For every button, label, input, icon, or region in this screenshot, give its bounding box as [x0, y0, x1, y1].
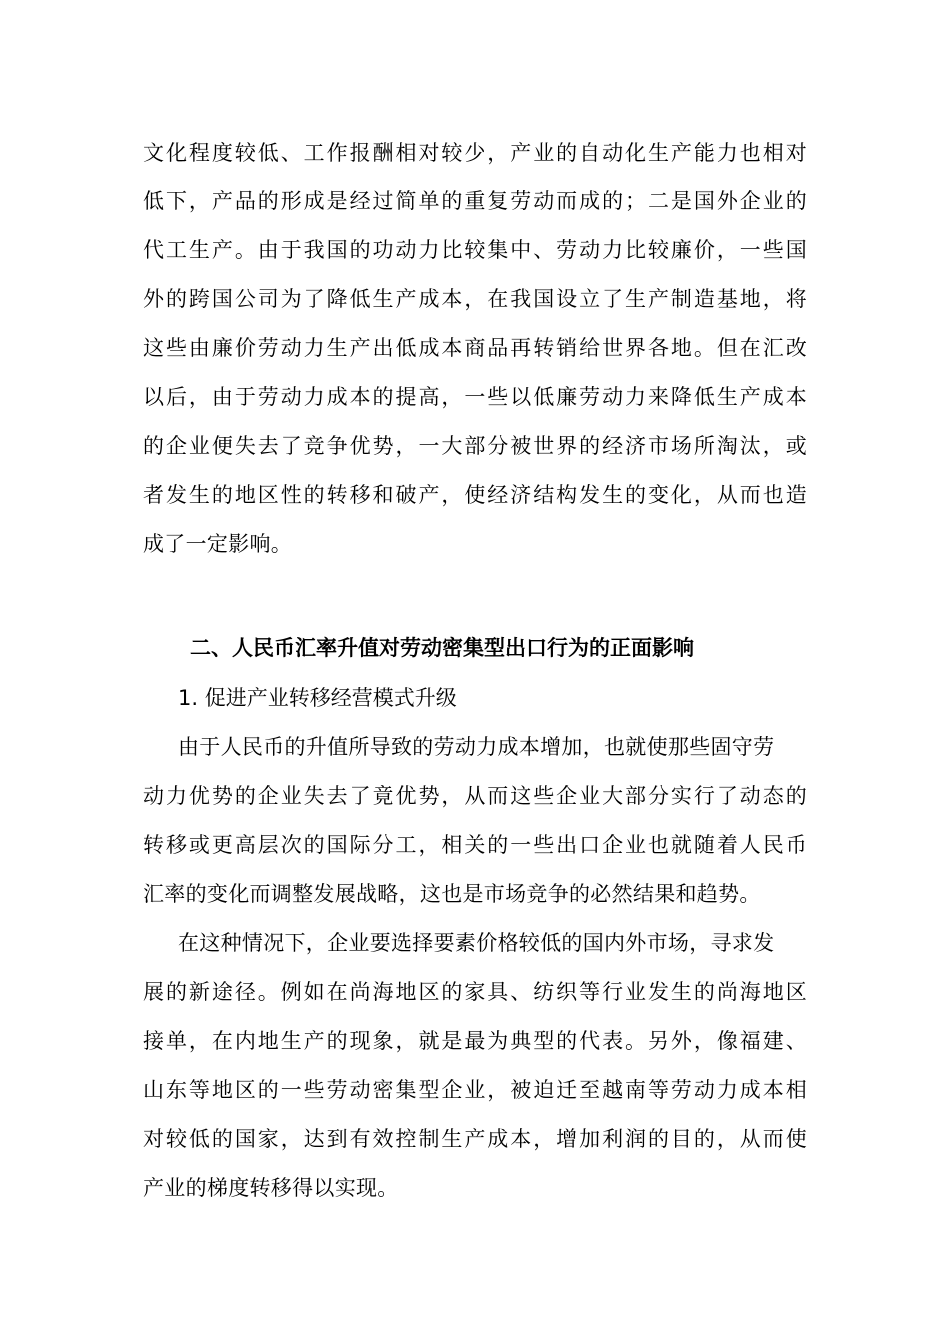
paragraph-3-line-1: 在这种情况下，企业要选择要素价格较低的国内外市场，寻求发: [178, 931, 775, 955]
paragraph-1-line-6: 以后，由于劳动力成本的提高，一些以低廉劳动力来降低生产成本: [143, 385, 807, 409]
paragraph-3-line-3: 接单，在内地生产的现象，就是最为典型的代表。另外，像福建、: [143, 1029, 807, 1053]
paragraph-2-line-4: 汇率的变化而调整发展战略，这也是市场竞争的必然结果和趋势。: [143, 882, 761, 906]
paragraph-3-line-4: 山东等地区的一些劳动密集型企业，被迫迁至越南等劳动力成本相: [143, 1078, 807, 1102]
paragraph-2-line-2: 动力优势的企业失去了竟优势，从而这些企业大部分实行了动态的: [143, 784, 807, 808]
paragraph-1-line-9: 成了一定影响。: [143, 532, 293, 556]
paragraph-1-line-7: 的企业便失去了竞争优势，一大部分被世界的经济市场所淘汰，或: [143, 434, 807, 458]
paragraph-1-line-3: 代工生产。由于我国的功动力比较集中、劳动力比较廉价，一些国: [143, 238, 807, 262]
paragraph-2-line-3: 转移或更高层次的国际分工，相关的一些出口企业也就随着人民币: [143, 833, 807, 857]
subsection-heading: 1. 促进产业转移经营模式升级: [178, 686, 457, 710]
paragraph-1-line-1: 文化程度较低、工作报酬相对较少，产业的自动化生产能力也相对: [143, 141, 807, 165]
paragraph-1-line-4: 外的跨国公司为了降低生产成本，在我国设立了生产制造基地，将: [143, 287, 807, 311]
paragraph-1-line-5: 这些由廉价劳动力生产出低成本商品再转销给世界各地。但在汇改: [143, 336, 807, 360]
paragraph-3-line-2: 展的新途径。例如在尚海地区的家具、纺织等行业发生的尚海地区: [143, 980, 807, 1004]
paragraph-2-line-1: 由于人民币的升值所导致的劳动力成本增加，也就使那些固守劳: [178, 735, 775, 759]
paragraph-3-line-6: 产业的梯度转移得以实现。: [143, 1176, 399, 1200]
paragraph-3-line-5: 对较低的国家，达到有效控制生产成本，增加利润的目的，从而使: [143, 1127, 807, 1151]
paragraph-1-line-8: 者发生的地区性的转移和破产，使经济结构发生的变化，从而也造: [143, 483, 807, 507]
paragraph-1-line-2: 低下，产品的形成是经过简单的重复劳动而成的；二是国外企业的: [143, 189, 807, 213]
section-heading: 二、人民币汇率升值对劳动密集型出口行为的正面影响: [190, 636, 694, 660]
